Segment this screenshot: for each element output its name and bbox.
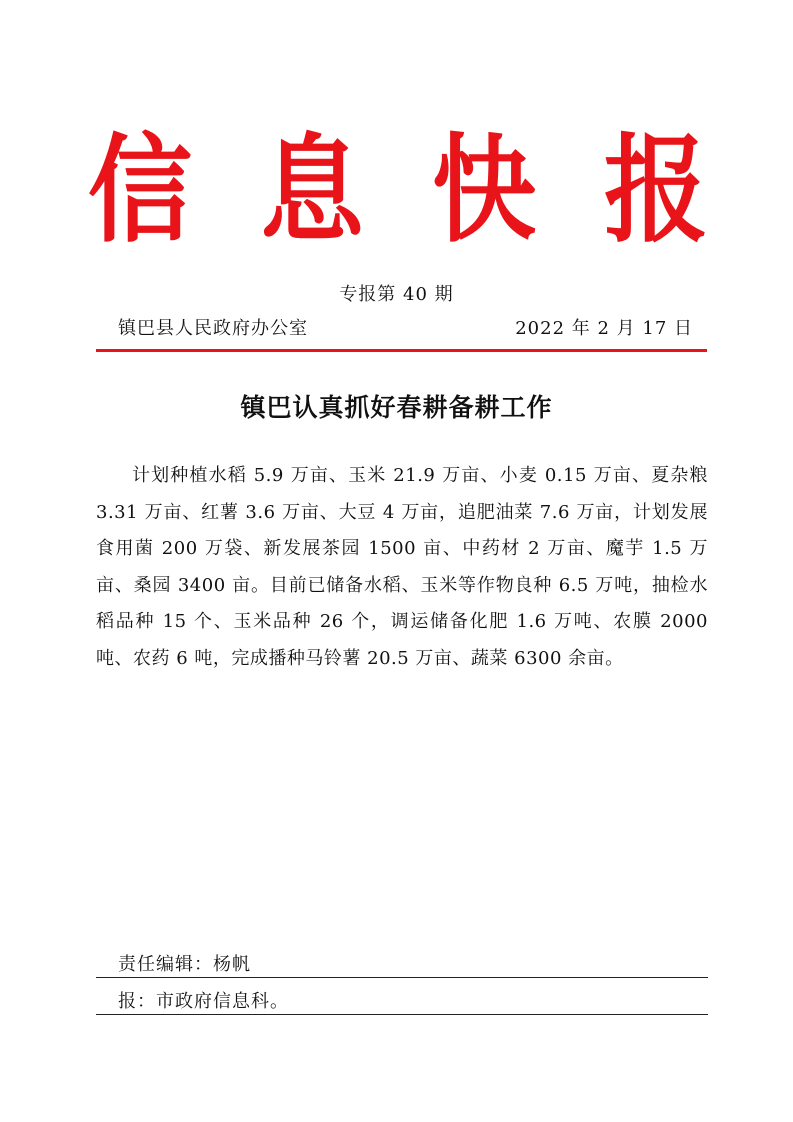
footer-divider [96,1014,708,1015]
masthead-char: 报 [603,120,708,259]
article-body: 计划种植水稻 5.9 万亩、玉米 21.9 万亩、小麦 0.15 万亩、夏杂粮 3.31 万亩、红薯 3.6 万亩、大豆 4 万亩，追肥油菜 7.6 万亩，计划发展食用菌 200 万袋、新发展茶园 1500 亩、中药材 2 万亩、魔芋 1.5 万亩、桑园 3400 亩。目前已储备水稻、玉米等作物良种 6.5 万吨，抽检水稻品种 15 个、玉米品种 26 个，调运储备化肥 1.6 万吨、农膜 2000 吨、农药 6 吨，完成播种马铃薯 20.5 万亩、蔬菜 6300 余亩。 [96,465,708,669]
issue-number: 专报第 40 期 [339,284,454,305]
report-recipient: 报：市政府信息科。 [118,991,289,1012]
masthead-char: 快 [431,120,536,259]
masthead-char: 信 [88,120,193,259]
footer-divider [96,977,708,978]
issue-date: 2022 年 2 月 17 日 [515,318,693,339]
article-headline: 镇巴认真抓好春耕备耕工作 [240,393,553,422]
red-divider [96,349,707,352]
issuing-office: 镇巴县人民政府办公室 [118,318,308,339]
masthead-char: 息 [259,120,364,259]
responsible-editor: 责任编辑：杨帆 [118,954,251,975]
masthead-title [88,120,708,259]
